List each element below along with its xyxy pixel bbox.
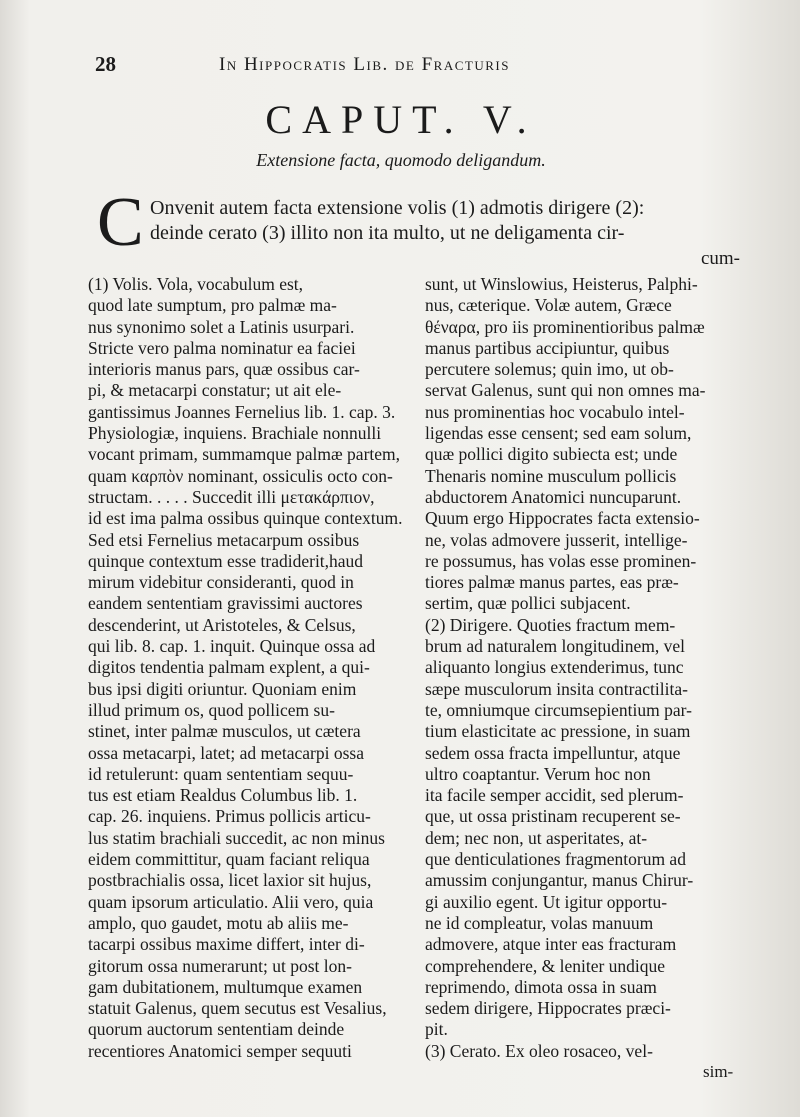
left-column (88, 274, 413, 1062)
text-line: Thenaris nomine musculum pollicis (425, 465, 677, 486)
text-line: sedem ossa fracta impelluntur, atque (425, 742, 681, 763)
right-column (425, 274, 740, 1062)
text-line: tium elasticitate ac pressione, in suam (425, 721, 691, 742)
chapter-heading: CAPUT. V. (265, 97, 537, 142)
text-line: cap. 26. inquiens. Primus pollicis articu- (88, 806, 371, 827)
text-line: Sed etsi Fernelius metacarpum ossibus (88, 529, 360, 550)
text-line: nus prominentias hoc vocabulo intel- (425, 401, 685, 422)
text-line: quorum auctorum sententiam deinde (88, 1019, 345, 1040)
text-line: illud primum os, quod pollicem su- (88, 699, 335, 720)
text-line: quæ pollici digito subiecta est; unde (425, 444, 678, 465)
text-line: id est ima palma ossibus quinque contextum. (88, 508, 403, 529)
text-line: amussim conjungantur, manus Chirur- (425, 870, 694, 891)
text-line: quinque contextum esse tradiderit,haud (88, 550, 364, 571)
running-title: In Hippocratis Lib. de Fracturis (219, 54, 510, 75)
text-line: statuit Galenus, quem secutus est Vesalius, (88, 998, 387, 1019)
text-line: abductorem Anatomici nuncuparunt. (425, 486, 682, 507)
lead-paragraph (150, 196, 740, 269)
text-line: que, ut ossa pristinam recuperent se- (425, 806, 681, 827)
text-line: (2) Dirigere. Quoties fractum mem- (425, 614, 676, 635)
text-line: ita facile semper accidit, sed plerum- (425, 785, 684, 806)
text-line: servat Galenus, sunt qui non omnes ma- (425, 380, 706, 401)
lead-line-end: cum- (700, 248, 740, 269)
text-line: quam ipsorum articulatio. Alii vero, quia (88, 891, 374, 912)
text-line: aliquanto longius extenderimus, tunc (425, 657, 684, 678)
text-line: mirum videbitur consideranti, quod in (88, 572, 354, 593)
text-line: admovere, atque inter eas fracturam (425, 934, 677, 955)
text-line: tacarpi ossibus maxime differt, inter di- (88, 934, 365, 955)
text-line: tus est etiam Realdus Columbus lib. 1. (88, 785, 358, 806)
text-line: (3) Cerato. Ex oleo rosaceo, vel- (425, 1040, 653, 1061)
text-line: nus synonimo solet a Latinis usurpari. (88, 316, 355, 337)
text-line: brum ad naturalem longitudinem, vel (425, 636, 686, 657)
text-line: manus partibus accipiuntur, quibus (425, 337, 670, 358)
text-line: recentiores Anatomici semper sequuti (88, 1040, 352, 1061)
text-line: descenderint, ut Aristoteles, & Celsus, (88, 614, 356, 635)
text-line: bus ipsi digiti oriuntur. Quoniam enim (88, 678, 357, 699)
text-line: ossa metacarpi, latet; ad metacarpi ossa (88, 742, 364, 763)
text-line: gantissimus Joannes Fernelius lib. 1. cap. 3. (88, 401, 396, 422)
text-line: Stricte vero palma nominatur ea faciei (88, 337, 356, 358)
text-line: re possumus, has volas esse prominen- (425, 550, 697, 571)
page-number: 28 (95, 52, 116, 76)
text-line: amplo, quo gaudet, motu ab aliis me- (88, 912, 349, 933)
text-line: qui lib. 8. cap. 1. inquit. Quinque ossa ad (88, 636, 376, 657)
text-line: reprimendo, dimota ossa in suam (425, 976, 657, 997)
text-line: dem; nec non, ut asperitates, at- (425, 827, 648, 848)
text-line: comprehendere, & leniter undique (425, 955, 666, 976)
text-line: ultro coaptantur. Verum hoc non (425, 763, 651, 784)
lead-line: deinde cerato (3) illito non ita multo, ut ne deligamenta cir- (150, 222, 625, 244)
text-line: sæpe musculorum insita contractilita- (425, 678, 688, 699)
text-line: vocant primam, summamque palmæ partem, (88, 444, 401, 465)
text-line: pit. (425, 1019, 448, 1040)
text-line: te, omniumque circumsepientium par- (425, 699, 692, 720)
text-line: quod late sumptum, pro palmæ ma- (88, 295, 337, 316)
text-line: tiores palmæ manus partes, eas præ- (425, 572, 679, 593)
text-line: quam καρπὸν nominant, ossiculis octo con- (88, 465, 393, 486)
text-line: gitorum ossa numerarunt; ut post lon- (88, 955, 352, 976)
text-line: eandem sententiam gravissimi auctores (88, 593, 363, 614)
text-line: sertim, quæ pollici subjacent. (425, 593, 631, 614)
chapter-subtitle: Extensione facta, quomodo deligandum. (256, 150, 546, 170)
text-line: stinet, inter palmæ musculos, ut cætera (88, 721, 361, 742)
text-line: nus, cæterique. Volæ autem, Græce (425, 295, 672, 316)
text-line: ne id compleatur, volas manuum (425, 912, 654, 933)
catchword: sim- (703, 1062, 734, 1081)
text-line: digitos tendentia palmam explent, a qui- (88, 657, 370, 678)
lead-line: Onvenit autem facta extensione volis (1) admotis dirigere (2): (150, 197, 645, 219)
text-line: sedem dirigere, Hippocrates præci- (425, 998, 671, 1019)
text-line: ligendas esse censent; sed eam solum, (425, 423, 692, 444)
text-line: Physiologiæ, inquiens. Brachiale nonnulli (88, 423, 382, 444)
drop-cap: C (97, 184, 144, 261)
text-line: id retulerunt: quam sententiam sequu- (88, 763, 354, 784)
text-line: pi, & metacarpi constatur; ut ait ele- (88, 380, 342, 401)
text-line: Quum ergo Hippocrates facta extensio- (425, 508, 700, 529)
text-line: ne, volas admovere jusserit, intellige- (425, 529, 688, 550)
text-line: structam. . . . . Succedit illi μετακάρπιον, (88, 486, 375, 507)
text-line: interioris manus pars, quæ ossibus car- (88, 359, 360, 380)
text-line: que denticulationes fragmentorum ad (425, 849, 686, 870)
text-line: gam dubitationem, multumque examen (88, 976, 363, 997)
text-line: postbrachialis ossa, licet laxior sit hujus, (88, 870, 372, 891)
text-line: percutere solemus; quin imo, ut ob- (425, 359, 674, 380)
text-line: gi auxilio egent. Ut igitur opportu- (425, 891, 668, 912)
text-line: θέναρα, pro iis prominentioribus palmæ (425, 316, 705, 337)
text-line: (1) Volis. Vola, vocabulum est, (88, 274, 304, 294)
running-header (95, 52, 707, 80)
text-line: sunt, ut Winslowius, Heisterus, Palphi- (425, 274, 698, 294)
text-line: eidem committitur, quam faciant reliqua (88, 849, 370, 870)
text-line: lus statim brachiali succedit, ac non minus (88, 827, 385, 848)
